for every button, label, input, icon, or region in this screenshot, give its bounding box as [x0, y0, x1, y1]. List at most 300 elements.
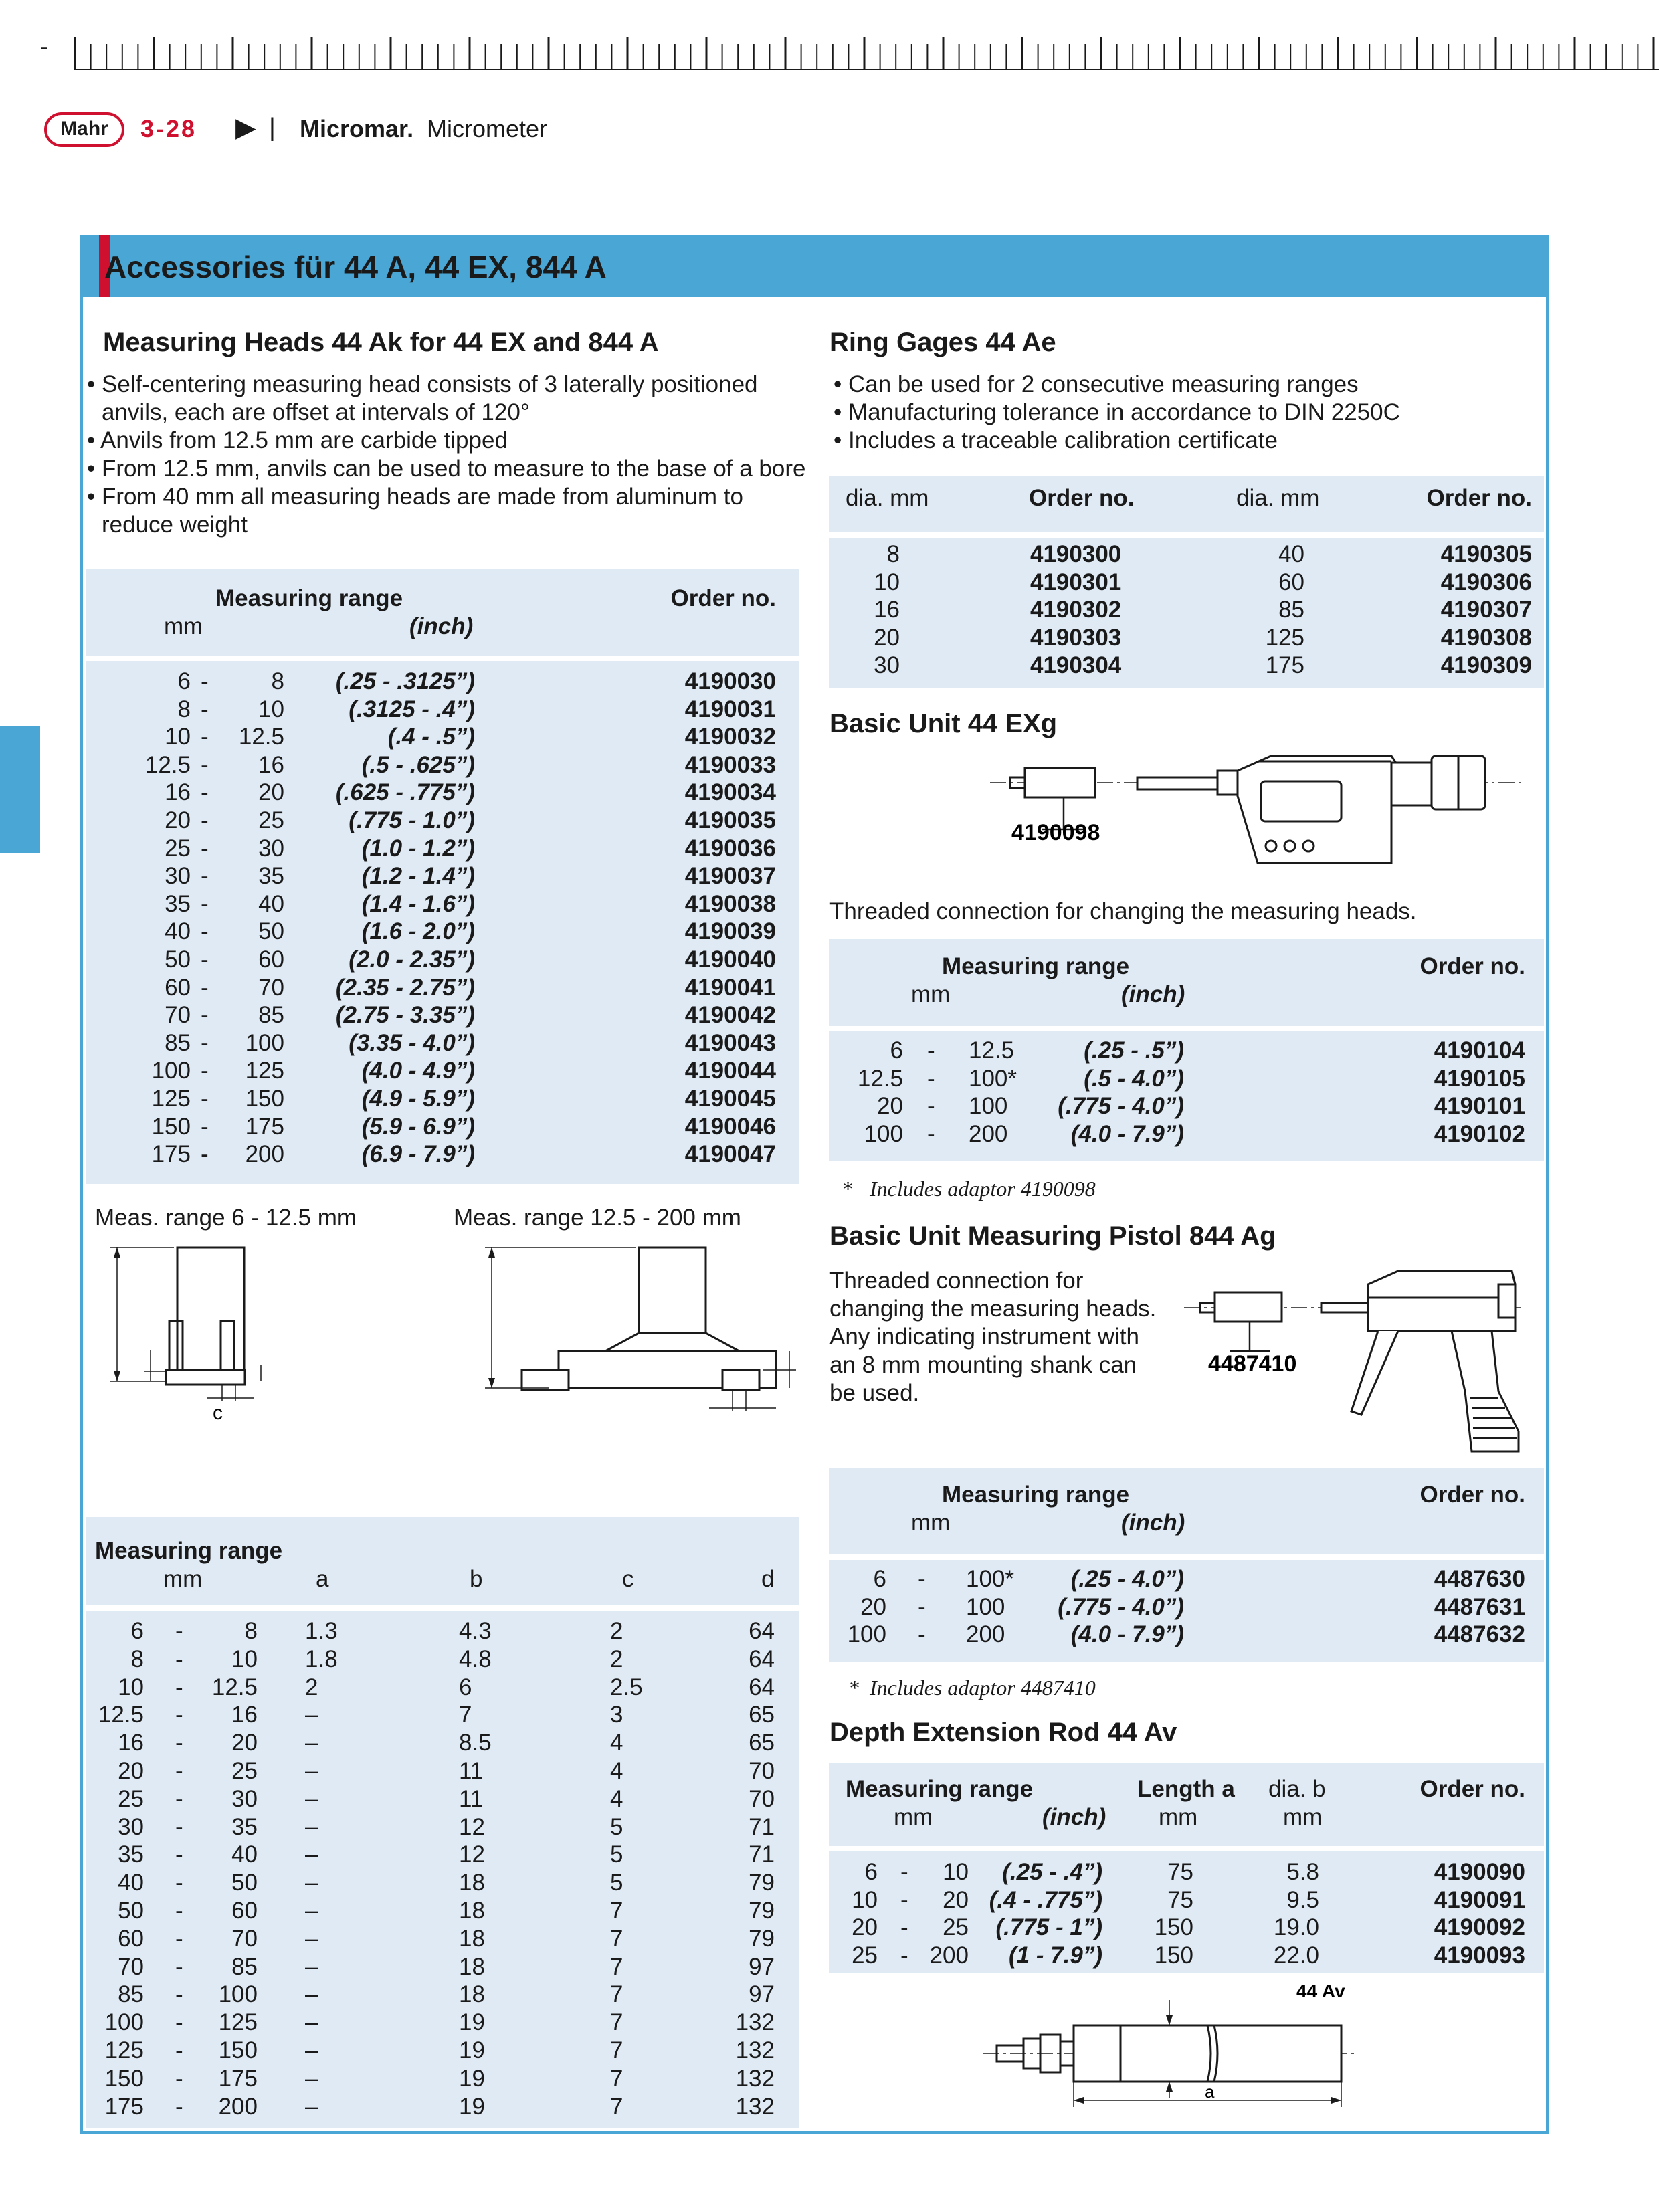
dim-c: 7 [610, 2065, 623, 2092]
dim-c: 7 [610, 2009, 623, 2036]
range-to: 70 [258, 974, 284, 1001]
rod-th-length: Length a [1137, 1776, 1235, 1802]
order-number: 4190306 [1440, 569, 1532, 595]
range-to: 85 [258, 1002, 284, 1029]
dim-a: – [305, 2037, 318, 2064]
range-dash: - [175, 1730, 183, 1756]
range-to: 10 [231, 1645, 258, 1672]
order-number: 4190308 [1440, 624, 1532, 651]
dim-b: 11 [459, 1785, 484, 1812]
order-number: 4190302 [1030, 597, 1122, 623]
range-to: 20 [943, 1886, 969, 1913]
dim-a: – [305, 1981, 318, 2008]
header-separator: | [269, 114, 276, 142]
range-to: 100 [969, 1093, 1008, 1120]
rod-length: 75 [1167, 1886, 1193, 1913]
range-from: 6 [177, 668, 191, 694]
range-from: 50 [165, 946, 191, 973]
range-dash: - [175, 1758, 183, 1784]
range-from: 50 [118, 1898, 144, 1924]
range-dash: - [201, 946, 209, 973]
range-dash: - [927, 1093, 935, 1120]
order-number: 4190033 [684, 751, 776, 778]
rod-th-inch: (inch) [1042, 1804, 1106, 1830]
pistol-title: Basic Unit Measuring Pistol 844 Ag [830, 1221, 1276, 1251]
order-number: 4190036 [684, 835, 776, 862]
dims-th-mm: mm [163, 1566, 203, 1592]
rings-th-order-2: Order no. [1426, 485, 1532, 511]
arrow-icon: ▶ [235, 113, 256, 142]
dim-c: 2 [610, 1618, 623, 1644]
order-number: 4487630 [1434, 1566, 1525, 1592]
rings-title: Ring Gages 44 Ae [830, 328, 1056, 357]
pistol-desc-line: changing the measuring heads. [830, 1296, 1157, 1322]
rod-th-length-mm: mm [1159, 1804, 1198, 1830]
pistol-th-inch: (inch) [1121, 1510, 1185, 1536]
range-inch: (2.75 - 3.35”) [335, 1002, 475, 1029]
range-inch: (.775 - 4.0”) [1058, 1093, 1184, 1120]
rod-diameter: 22.0 [1273, 1942, 1319, 1969]
range-dash: - [201, 751, 209, 778]
range-to: 30 [258, 835, 284, 862]
dim-a: – [305, 1953, 318, 1980]
order-number: 4190304 [1030, 652, 1122, 679]
range-inch: (2.0 - 2.35”) [349, 946, 475, 973]
rings-th-order-1: Order no. [1029, 485, 1135, 511]
range-dash: - [201, 890, 209, 917]
dim-b: 18 [459, 1898, 485, 1924]
range-from: 150 [151, 1113, 191, 1140]
ring-diameter: 30 [874, 652, 900, 679]
rings-th-dia-2: dia. mm [1236, 485, 1320, 511]
order-number: 4190301 [1030, 569, 1122, 595]
dim-a: – [305, 1785, 318, 1812]
range-to: 175 [245, 1113, 284, 1140]
dim-b: 8.5 [459, 1730, 492, 1756]
order-number: 4190030 [684, 668, 776, 694]
range-from: 25 [852, 1942, 878, 1969]
range-from: 30 [165, 863, 191, 890]
range-to: 125 [245, 1058, 284, 1084]
rod-th-range: Measuring range [846, 1776, 1034, 1802]
range-dash: - [201, 918, 209, 945]
range-inch: (.25 - .4”) [1002, 1859, 1102, 1885]
dim-d: 65 [749, 1730, 775, 1756]
order-number: 4190034 [684, 779, 776, 806]
section-name: Micrometer [427, 115, 548, 142]
dim-a: – [305, 1758, 318, 1784]
order-number: 4190092 [1434, 1914, 1525, 1941]
range-dash: - [175, 1925, 183, 1952]
dim-c: 4 [610, 1785, 623, 1812]
range-dash: - [175, 1841, 183, 1868]
range-from: 40 [118, 1870, 144, 1896]
order-number: 4190031 [684, 696, 776, 722]
range-inch: (4.9 - 5.9”) [361, 1086, 475, 1112]
range-inch: (.5 - 4.0”) [1084, 1065, 1184, 1092]
range-dash: - [201, 696, 209, 722]
range-inch: (3.35 - 4.0”) [349, 1029, 475, 1056]
rod-th-order: Order no. [1420, 1776, 1525, 1802]
range-from: 100 [104, 2009, 144, 2036]
dim-d: 64 [749, 1618, 775, 1644]
order-number: 4190047 [684, 1141, 776, 1168]
depth-rod-drawing [983, 1973, 1358, 2120]
dim-c: 7 [610, 1953, 623, 1980]
range-from: 8 [130, 1645, 144, 1672]
pistol-adaptor-number: 4487410 [1208, 1351, 1297, 1377]
dim-c: 5 [610, 1870, 623, 1896]
range-dash: - [175, 2093, 183, 2120]
page-title: Accessories für 44 A, 44 EX, 844 A [104, 249, 607, 284]
ring-diameter: 20 [874, 624, 900, 651]
range-dash: - [927, 1037, 935, 1064]
ring-diameter: 10 [874, 569, 900, 595]
dim-d: 79 [749, 1870, 775, 1896]
range-inch: (.4 - .5”) [387, 724, 475, 750]
range-inch: (5.9 - 6.9”) [361, 1113, 475, 1140]
order-number: 4190041 [684, 974, 776, 1001]
heads-bullet: • Anvils from 12.5 mm are carbide tipped [87, 427, 508, 454]
dim-d: 97 [749, 1981, 775, 2008]
dim-b: 19 [459, 2093, 485, 2120]
diagram2-caption: Meas. range 12.5 - 200 mm [454, 1205, 741, 1231]
range-to: 100 [966, 1593, 1005, 1620]
exg-adaptor-number: 4190098 [1011, 820, 1100, 845]
range-from: 20 [852, 1914, 878, 1941]
range-from: 175 [104, 2093, 144, 2120]
dim-c-label: c [213, 1402, 223, 1424]
range-from: 6 [890, 1037, 903, 1064]
dim-b: 19 [459, 2037, 485, 2064]
range-inch: (.25 - .3125”) [335, 668, 475, 694]
dim-d: 70 [749, 1785, 775, 1812]
pistol-desc-line: be used. [830, 1380, 920, 1406]
range-to: 200 [218, 2093, 258, 2120]
range-dash: - [201, 1002, 209, 1029]
range-to: 60 [231, 1898, 258, 1924]
dim-a: 1.8 [305, 1645, 338, 1672]
dim-d: 79 [749, 1898, 775, 1924]
range-to: 35 [258, 863, 284, 890]
rings-bullet: • Can be used for 2 consecutive measuring ranges [834, 371, 1359, 397]
range-from: 10 [852, 1886, 878, 1913]
order-number: 4487632 [1434, 1621, 1525, 1648]
pistol-th-order: Order no. [1420, 1482, 1525, 1508]
range-inch: (.3125 - .4”) [349, 696, 475, 722]
dim-a: – [305, 1925, 318, 1952]
range-inch: (.5 - .625”) [361, 751, 475, 778]
order-number: 4190038 [684, 890, 776, 917]
pistol-desc-line: an 8 mm mounting shank can [830, 1352, 1137, 1378]
range-to: 50 [231, 1870, 258, 1896]
range-inch: (4.0 - 4.9”) [361, 1058, 475, 1084]
range-dash: - [918, 1621, 926, 1648]
dims-th-a: a [316, 1566, 329, 1592]
dim-d: 64 [749, 1674, 775, 1700]
range-dash: - [900, 1942, 908, 1969]
basic-unit-exg-drawing [990, 736, 1539, 910]
range-inch: (.775 - 4.0”) [1058, 1593, 1184, 1620]
order-number: 4190300 [1030, 541, 1122, 567]
dim-d: 71 [749, 1813, 775, 1840]
range-inch: (.4 - .775”) [989, 1886, 1102, 1913]
exg-th-mm: mm [911, 981, 951, 1007]
dim-c: 7 [610, 1898, 623, 1924]
dim-d: 70 [749, 1758, 775, 1784]
range-from: 12.5 [98, 1702, 144, 1728]
range-dash: - [201, 1058, 209, 1084]
range-dash: - [201, 835, 209, 862]
pistol-th-mm: mm [911, 1510, 951, 1536]
dim-a: – [305, 2065, 318, 2092]
exg-th-inch: (inch) [1121, 981, 1185, 1007]
dim-b: 6 [459, 1674, 472, 1700]
range-to: 20 [231, 1730, 258, 1756]
range-to: 8 [271, 668, 284, 694]
range-dash: - [927, 1065, 935, 1092]
rings-bullet: • Manufacturing tolerance in accordance to DIN 2250C [834, 399, 1400, 425]
dim-d: 132 [735, 2037, 775, 2064]
range-to: 100* [969, 1065, 1017, 1092]
dim-b: 18 [459, 1870, 485, 1896]
range-from: 20 [877, 1093, 903, 1120]
order-number: 4190090 [1434, 1859, 1525, 1885]
range-to: 200 [929, 1942, 969, 1969]
range-from: 20 [165, 807, 191, 833]
range-from: 125 [151, 1086, 191, 1112]
dim-b: 11 [459, 1758, 484, 1784]
heads-th-order: Order no. [670, 585, 776, 611]
dim-a: – [305, 1898, 318, 1924]
dim-a: – [305, 2093, 318, 2120]
range-from: 10 [118, 1674, 144, 1700]
dim-a: – [305, 1870, 318, 1896]
rod-diameter: 19.0 [1273, 1914, 1319, 1941]
order-number: 4190035 [684, 807, 776, 833]
range-dash: - [175, 1870, 183, 1896]
pistol-desc-line: Threaded connection for [830, 1268, 1084, 1294]
range-dash: - [201, 668, 209, 694]
heads-bullet: • From 12.5 mm, anvils can be used to measure to the base of a bore [87, 456, 806, 482]
range-dash: - [201, 863, 209, 890]
range-dash: - [175, 1702, 183, 1728]
range-to: 100* [966, 1566, 1015, 1592]
ring-diameter: 40 [1278, 541, 1304, 567]
exg-th-range: Measuring range [942, 953, 1130, 979]
range-dash: - [900, 1859, 908, 1885]
rod-th-dia-mm: mm [1283, 1804, 1323, 1830]
exg-note: Includes adaptor 4190098 [870, 1177, 1096, 1201]
dim-d: 132 [735, 2065, 775, 2092]
range-from: 8 [177, 696, 191, 722]
range-to: 125 [218, 2009, 258, 2036]
rod-th-mm: mm [894, 1804, 933, 1830]
rod-dim-a-label: a [1205, 2082, 1215, 2102]
pistol-note: Includes adaptor 4487410 [870, 1676, 1096, 1700]
rod-length: 150 [1154, 1914, 1193, 1941]
range-dash: - [927, 1120, 935, 1147]
range-to: 8 [244, 1618, 258, 1644]
dim-b: 4.8 [459, 1645, 492, 1672]
ring-diameter: 8 [886, 541, 900, 567]
range-inch: (.625 - .775”) [335, 779, 475, 806]
diagram1-caption: Meas. range 6 - 12.5 mm [95, 1205, 357, 1231]
dim-b: 19 [459, 2009, 485, 2036]
dim-b: 12 [459, 1841, 485, 1868]
range-to: 40 [231, 1841, 258, 1868]
range-to: 12.5 [969, 1037, 1015, 1064]
range-inch: (1.6 - 2.0”) [361, 918, 475, 945]
dim-d: 79 [749, 1925, 775, 1952]
order-number: 4190032 [684, 724, 776, 750]
page-number: 3-28 [140, 115, 197, 142]
order-number: 4190046 [684, 1113, 776, 1140]
dim-c: 4 [610, 1758, 623, 1784]
order-number: 4190040 [684, 946, 776, 973]
range-dash: - [175, 1645, 183, 1672]
range-to: 12.5 [211, 1674, 258, 1700]
range-from: 16 [165, 779, 191, 806]
heads-bullet: reduce weight [102, 512, 248, 538]
order-number: 4190101 [1434, 1093, 1525, 1120]
range-to: 100 [218, 1981, 258, 2008]
dim-d: 71 [749, 1841, 775, 1868]
dim-a: – [305, 1702, 318, 1728]
order-number: 4190104 [1434, 1037, 1525, 1064]
range-to: 60 [258, 946, 284, 973]
header-dash: - [40, 34, 48, 60]
range-to: 16 [231, 1702, 258, 1728]
page-ruler [0, 0, 1659, 87]
range-inch: (.775 - 1”) [995, 1914, 1102, 1941]
order-number: 4190037 [684, 863, 776, 890]
range-dash: - [201, 1029, 209, 1056]
ring-diameter: 85 [1278, 597, 1304, 623]
range-from: 25 [118, 1785, 144, 1812]
range-inch: (4.0 - 7.9”) [1070, 1621, 1184, 1648]
range-from: 100 [847, 1621, 886, 1648]
range-inch: (2.35 - 2.75”) [335, 974, 475, 1001]
range-inch: (1.0 - 1.2”) [361, 835, 475, 862]
dim-c: 7 [610, 2037, 623, 2064]
range-dash: - [175, 1898, 183, 1924]
range-dash: - [175, 2037, 183, 2064]
range-inch: (.775 - 1.0”) [349, 807, 475, 833]
range-dash: - [201, 1086, 209, 1112]
order-number: 4487631 [1434, 1593, 1525, 1620]
range-to: 175 [218, 2065, 258, 2092]
range-inch: (1 - 7.9”) [1008, 1942, 1102, 1969]
range-to: 30 [231, 1785, 258, 1812]
range-to: 200 [966, 1621, 1005, 1648]
dim-a: – [305, 2009, 318, 2036]
order-number: 4190105 [1434, 1065, 1525, 1092]
pistol-note-star: * [848, 1676, 859, 1700]
rod-title: Depth Extension Rod 44 Av [830, 1718, 1177, 1747]
range-to: 10 [258, 696, 284, 722]
chapter-tab [0, 726, 40, 853]
range-dash: - [201, 779, 209, 806]
range-dash: - [175, 2009, 183, 2036]
range-from: 150 [104, 2065, 144, 2092]
heads-title: Measuring Heads 44 Ak for 44 EX and 844 A [103, 328, 659, 357]
heads-bullet: • Self-centering measuring head consists of 3 laterally positioned [87, 371, 758, 397]
dims-th-d: d [761, 1566, 775, 1592]
range-to: 25 [231, 1758, 258, 1784]
product-name: Micromar. [300, 115, 414, 142]
range-dash: - [201, 1141, 209, 1168]
measuring-pistol-drawing [1184, 1258, 1532, 1458]
dim-a: 2 [305, 1674, 318, 1700]
heads-bullet: • From 40 mm all measuring heads are made from aluminum to [87, 484, 743, 510]
heads-th-mm: mm [164, 613, 203, 639]
dim-a: – [305, 1841, 318, 1868]
order-number: 4190305 [1440, 541, 1532, 567]
dim-b: 7 [459, 1702, 472, 1728]
heads-bullet: anvils, each are offset at intervals of 120° [102, 399, 530, 425]
dim-a: 1.3 [305, 1618, 338, 1644]
range-dash: - [175, 1674, 183, 1700]
range-from: 35 [118, 1841, 144, 1868]
dim-c: 3 [610, 1702, 623, 1728]
range-from: 6 [864, 1859, 878, 1885]
range-to: 200 [969, 1120, 1008, 1147]
range-from: 85 [165, 1029, 191, 1056]
brand-logo [44, 112, 124, 147]
rod-length: 150 [1154, 1942, 1193, 1969]
heads-th-inch: (inch) [409, 613, 474, 639]
dim-a: – [305, 1730, 318, 1756]
range-dash: - [175, 1813, 183, 1840]
order-number: 4190093 [1434, 1942, 1525, 1969]
dim-c: 2.5 [610, 1674, 643, 1700]
range-from: 12.5 [857, 1065, 903, 1092]
ring-diameter: 175 [1265, 652, 1304, 679]
dim-c: 7 [610, 1981, 623, 2008]
range-to: 25 [943, 1914, 969, 1941]
title-bar [80, 235, 1549, 297]
range-from: 6 [873, 1566, 886, 1592]
range-from: 30 [118, 1813, 144, 1840]
range-from: 25 [165, 835, 191, 862]
range-from: 60 [118, 1925, 144, 1952]
dims-th-b: b [470, 1566, 483, 1592]
dim-b: 4.3 [459, 1618, 492, 1644]
range-from: 70 [118, 1953, 144, 1980]
order-number: 4190043 [684, 1029, 776, 1056]
range-to: 12.5 [238, 724, 284, 750]
range-dash: - [201, 1113, 209, 1140]
range-from: 12.5 [144, 751, 191, 778]
ring-diameter: 16 [874, 597, 900, 623]
exg-th-order: Order no. [1420, 953, 1525, 979]
range-from: 85 [118, 1981, 144, 2008]
range-from: 10 [165, 724, 191, 750]
exg-note-star: * [842, 1177, 852, 1201]
range-inch: (1.2 - 1.4”) [361, 863, 475, 890]
dim-c: 7 [610, 2093, 623, 2120]
rings-th-dia-1: dia. mm [846, 485, 929, 511]
range-from: 100 [864, 1120, 903, 1147]
dim-b: 12 [459, 1813, 485, 1840]
range-to: 70 [231, 1925, 258, 1952]
rod-th-dia: dia. b [1268, 1776, 1326, 1802]
ring-diameter: 60 [1278, 569, 1304, 595]
range-from: 6 [130, 1618, 144, 1644]
pistol-desc-line: Any indicating instrument with [830, 1324, 1139, 1350]
dims-th-c: c [622, 1566, 634, 1592]
